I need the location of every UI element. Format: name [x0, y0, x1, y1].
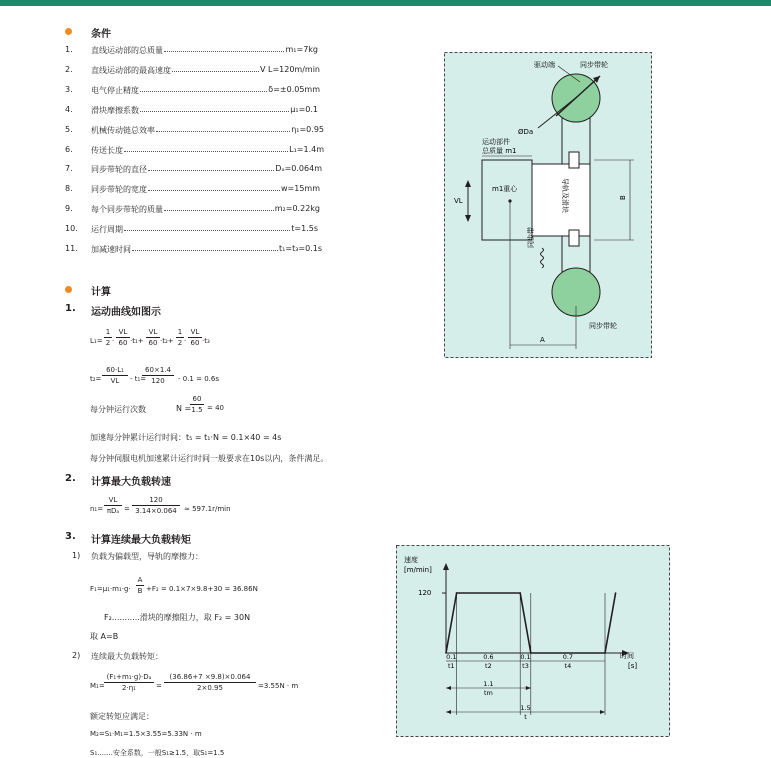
step3-number: 3. — [65, 531, 76, 542]
condition-item — [0, 105, 771, 121]
point2-number: 2) — [72, 651, 81, 660]
segment-name-label: t3 — [522, 662, 529, 670]
condition-item — [0, 164, 771, 180]
condition-value: V L=120m/min — [259, 64, 320, 74]
segment-name-label: t2 — [485, 662, 492, 670]
point1-text: 负载为偏载型，导轨的摩擦力： — [91, 552, 203, 561]
step1-number: 1. — [65, 303, 76, 314]
condition-number: 3. — [65, 84, 73, 94]
condition-value: w=15mm — [280, 184, 320, 194]
safety-factor-line: S₁.......安全系数，一般S₁≥1.5，取S₁=1.5 — [90, 749, 225, 757]
condition-number: 9. — [65, 204, 73, 214]
section-bullet — [65, 28, 72, 35]
total-mass-label: 总质量 m1 — [482, 147, 517, 155]
leader-dots — [140, 111, 289, 112]
condition-label: 直线运动部的最高速度 — [91, 65, 171, 75]
condition-number: 7. — [65, 164, 73, 174]
total-value-label: 1.5 — [520, 704, 531, 712]
servo-note: 每分钟伺服电机加速累计运行时间一般要求在10s以内，条件满足。 — [90, 454, 329, 463]
guide-label: 导轨及滑块 — [561, 178, 569, 213]
leader-dots — [148, 190, 280, 191]
da-label: ØDa — [518, 128, 534, 136]
step1-title: 运动曲线如图示 — [91, 307, 161, 318]
top-accent-bar — [0, 0, 771, 6]
condition-item — [0, 125, 771, 141]
drive-end-label: 驱动端 — [534, 61, 555, 69]
condition-item — [0, 224, 771, 240]
segment-name-label: t1 — [447, 662, 455, 670]
step2-number: 2. — [65, 473, 76, 484]
chart-ylabel: 速度 — [404, 556, 418, 564]
guide-block — [532, 164, 590, 236]
condition-number: 4. — [65, 104, 73, 114]
condition-label: 机械传动链总效率 — [91, 125, 155, 135]
condition-number: 11. — [65, 244, 78, 253]
condition-label: 同步带轮的宽度 — [91, 185, 147, 195]
segment-name-label: t4 — [564, 662, 572, 670]
step2-title: 计算最大负载转速 — [91, 477, 171, 488]
condition-value: t=1.5s — [291, 224, 318, 234]
velocity-profile-chart — [396, 545, 670, 737]
leader-dots — [140, 91, 267, 92]
condition-value: L₁=1.4m — [289, 144, 324, 154]
conditions-heading: 条件 — [91, 29, 111, 40]
condition-item — [0, 85, 771, 101]
condition-label: 每个同步带轮的质量 — [91, 205, 163, 215]
condition-item — [0, 65, 771, 81]
segment-value-label: 0.7 — [562, 653, 574, 661]
condition-value: m₂=0.22kg — [274, 204, 320, 214]
a-label: A — [540, 336, 545, 344]
tm-value-label: 1.1 — [483, 680, 494, 688]
leader-dots — [164, 210, 274, 211]
belt-drive-diagram — [444, 52, 652, 358]
leader-dots — [172, 71, 259, 72]
segment-value-label: 0.1 — [446, 653, 457, 661]
slider-top — [569, 152, 579, 168]
condition-item — [0, 45, 771, 61]
condition-value: δ=±0.05mm — [268, 84, 320, 94]
m2-line: M₂=S₁·M₁=1.5×3.55=5.33N · m — [90, 730, 202, 738]
total-name-label: t — [524, 713, 527, 721]
center-label: m1重心 — [492, 185, 518, 193]
condition-item — [0, 145, 771, 161]
sync-pulley-bottom-label: 同步带轮 — [589, 322, 617, 330]
moving-part-box — [482, 160, 532, 240]
chart-xlabel: 时间 — [620, 652, 634, 660]
section-bullet — [65, 286, 72, 293]
chart-yunit: [m/min] — [404, 566, 432, 574]
accel-time-line: 加速每分钟累计运行时间：t₅ = t₁·N = 0.1×40 = 4s — [90, 433, 282, 442]
condition-value: m₁=7kg — [285, 45, 318, 54]
velocity-point — [615, 592, 617, 594]
condition-label: 传送长度 — [91, 145, 123, 155]
calc-heading: 计算 — [91, 287, 111, 298]
leader-dots — [124, 151, 288, 152]
vl-label: VL — [454, 197, 463, 205]
slider-bottom — [569, 230, 579, 246]
belt-label: 同步带 — [527, 227, 535, 248]
condition-number: 10. — [65, 224, 78, 234]
step3-title: 计算连续最大负载转矩 — [91, 535, 191, 546]
leader-dots — [156, 131, 290, 132]
condition-number: 8. — [65, 184, 73, 194]
chart-xunit: [s] — [628, 662, 638, 670]
b-label: B — [619, 195, 627, 200]
chart-frame — [397, 546, 670, 737]
condition-label: 直线运动部的总质量 — [91, 46, 163, 55]
sync-pulley-top-label: 同步带轮 — [580, 61, 608, 69]
rated-torque-note: 额定转矩应满足： — [90, 712, 154, 721]
condition-number: 1. — [65, 45, 73, 54]
moving-part-label: 运动部件 — [482, 138, 510, 146]
tm-name-label: tm — [483, 689, 493, 697]
segment-value-label: 0.6 — [483, 653, 494, 661]
point2-text: 连续最大负载转矩： — [91, 652, 163, 661]
condition-number: 6. — [65, 144, 73, 154]
condition-value: μ₁=0.1 — [290, 104, 318, 114]
leader-dots — [148, 170, 274, 171]
f2-note: F₂...........滑块的摩擦阻力，取 F₂ = 30N — [104, 613, 251, 622]
a-equals-b: 取 A=B — [90, 632, 119, 641]
condition-value: Dₐ=0.064m — [275, 164, 322, 174]
condition-label: 电气停止精度 — [91, 85, 139, 95]
condition-label: 运行周期 — [91, 225, 123, 235]
condition-item — [0, 184, 771, 200]
condition-value: η₁=0.95 — [291, 124, 324, 134]
y-tick-label: 120 — [418, 589, 432, 597]
condition-label: 加减速时间 — [91, 245, 131, 254]
leader-dots — [124, 230, 290, 231]
condition-item — [0, 204, 771, 220]
segment-value-label: 0.1 — [520, 653, 531, 661]
condition-item — [0, 244, 771, 260]
condition-number: 2. — [65, 64, 73, 74]
leader-dots — [132, 250, 278, 251]
condition-label: 滑块摩擦系数 — [91, 105, 139, 115]
condition-value: t₁=t₃=0.1s — [279, 244, 322, 253]
condition-number: 5. — [65, 124, 73, 134]
condition-label: 同步带轮的直径 — [91, 165, 147, 175]
point1-number: 1) — [72, 551, 81, 560]
leader-dots — [164, 51, 284, 52]
